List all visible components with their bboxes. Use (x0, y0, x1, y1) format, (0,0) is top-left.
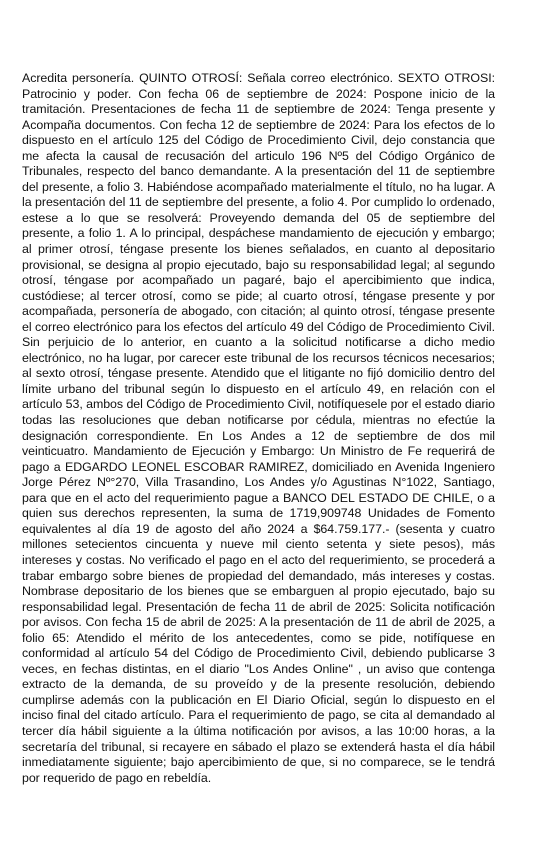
body-paragraph: Acredita personería. QUINTO OTROSÍ: Señala correo electrónico. SEXTO OTROSI: Patrocinio y poder. Con fecha 06 de septiembre de 2024: Pospone inicio de la tramitación. Presentaciones de fecha 11 de septiembre de 2024: Tenga presente y Acompaña documentos. Con fecha 12 de septiembre de 2024: Para los efectos de lo dispuesto en el artículo 125 del Código de Procedimiento Civil, dejo constancia que me afecta la causal de recusación del articulo 196 Nº5 del Código Orgánico de Tribunales, respecto del banco demandante. A la presentación del 11 de septiembre del presente, a folio 3. Habiéndose acompañado materialmente el título, no ha lugar. A la presentación del 11 de septiembre del presente, a folio 4. Por cumplido lo ordenado, estese a lo que se resolverá: Proveyendo demanda del 05 de septiembre del presente, a folio 1. A lo principal, despáchese mandamiento de ejecución y embargo; al primer otrosí, téngase presente los bienes señalados, en cuanto al depositario provisional, se designa al propio ejecutado, bajo su responsabilidad legal; al segundo otrosí, téngase por acompañado un pagaré, bajo el apercibimiento que indica, custódiese; al tercer otrosí, como se pide; al cuarto otrosí, téngase presente y por acompañada, personería de abogado, con citación; al quinto otrosí, téngase presente el correo electrónico para los efectos del artículo 49 del Código de Procedimiento Civil. Sin perjuicio de lo anterior, en cuanto a la solicitud notificarse a dicho medio electrónico, no ha lugar, por carecer este tribunal de los recursos técnicos necesarios; al sexto otrosí, téngase presente. Atendido que el litigante no fijó domicilio dentro del límite urbano del tribunal según lo dispuesto en el artículo 49, en relación con el artículo 53, ambos del Código de Procedimiento Civil, notifíquesele por el estado diario todas las resoluciones que deban notificarse por cédula, mientras no efectúe la designación correspondiente. En Los Andes a 12 de septiembre de dos mil veinticuatro. Mandamiento de Ejecución y Embargo: Un Ministro de Fe requerirá de pago a EDGARDO LEONEL ESCOBAR RAMIREZ, domiciliado en Avenida Ingeniero Jorge Pérez Nº°270, Villa Trasandino, Los Andes y/o Agustinas N°1022, Santiago, para que en el acto del requerimiento pague a BANCO DEL ESTADO DE CHILE, o a quien sus derechos representen, la suma de 1719,909748 Unidades de Fomento equivalentes al día 19 de agosto del año 2024 a $64.759.177.- (sesenta y cuatro millones setecientos cincuenta y nueve mil ciento setenta y siete pesos), más intereses y costas. No verificado el pago en el acto del requerimiento, se procederá a trabar embargo sobre bienes de propiedad del demandado, más intereses y costas. Nombrase depositario de los bienes que se embarguen al propio ejecutado, bajo su responsabilidad legal. Presentación de fecha 11 de abril de 2025: Solicita notificación por avisos. Con fecha 15 de abril de 2025: A la presentación de 11 de abril de 2025, a folio 65: Atendido el mérito de los antecedentes, como se pide, notifíquese en conformidad al artículo 54 del Código de Procedimiento Civil, debiendo publicarse 3 veces, en fechas distintas, en el diario "Los Andes Online" , un aviso que contenga extracto de la demanda, de su proveído y de la presente resolución, debiendo cumplirse además con la publicación en El Diario Oficial, según lo dispuesto en el inciso final del citado artículo. Para el requerimiento de pago, se cita al demandado al tercer día hábil siguiente a la última notificación por avisos, a las 10:00 horas, a la secretaría del tribunal, si recayere en sábado el plazo se extenderá hasta el día hábil inmediatamente siguiente; bajo apercibimiento de que, si no comparece, se le tendrá por requerido de pago en rebeldía. (22, 71, 495, 785)
document-page (22, 71, 495, 786)
